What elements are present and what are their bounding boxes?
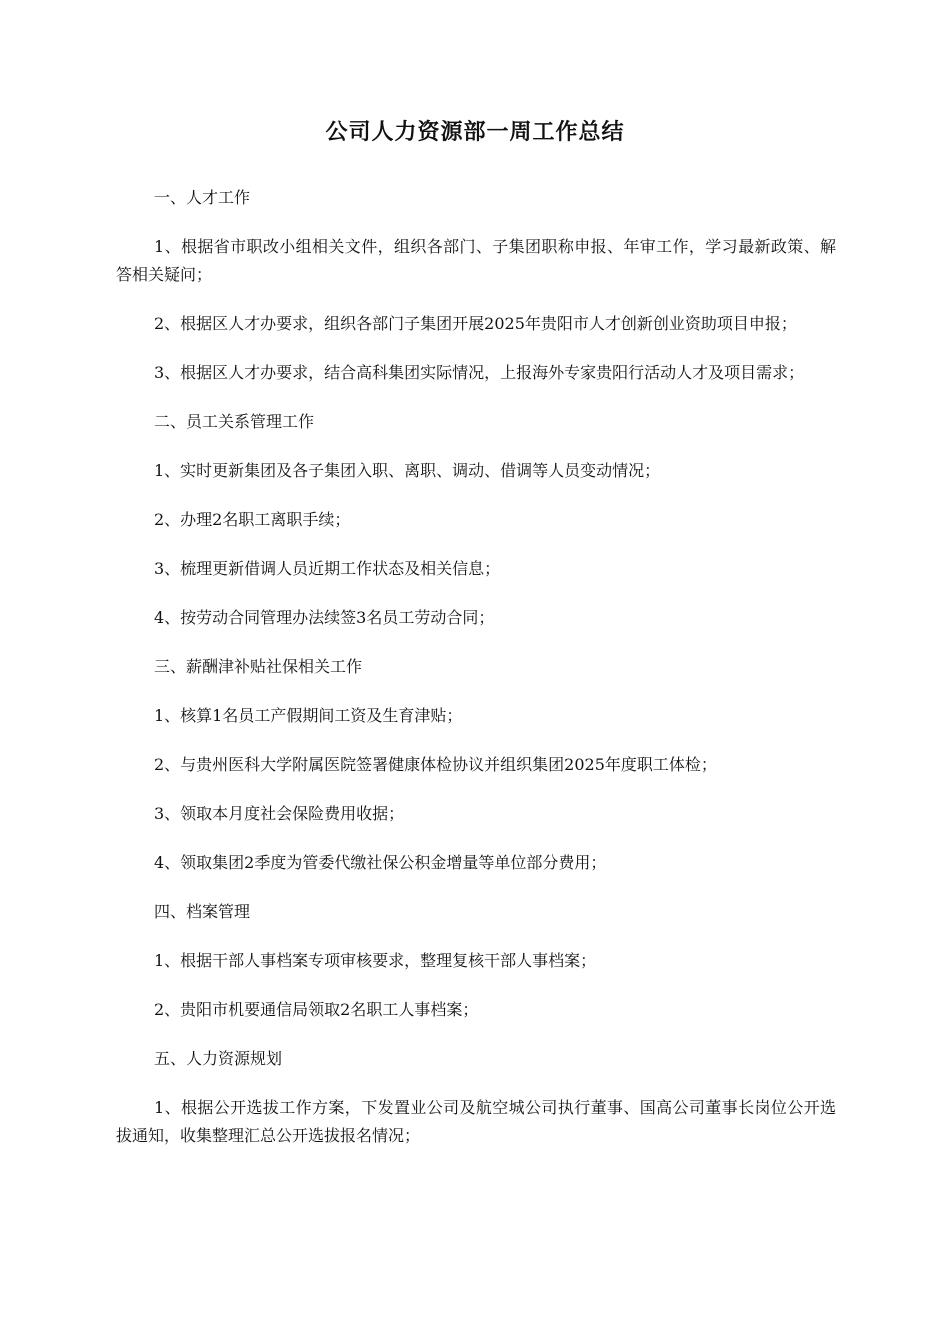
list-item: 1、根据干部人事档案专项审核要求，整理复核干部人事档案；	[154, 951, 597, 970]
list-item: 4、按劳动合同管理办法续签3名员工劳动合同；	[154, 608, 495, 627]
section-heading: 三、薪酬津补贴社保相关工作	[154, 657, 363, 676]
list-item: 1、实时更新集团及各子集团入职、离职、调动、借调等人员变动情况；	[154, 461, 661, 480]
document-body	[116, 184, 836, 1171]
section-heading: 一、人才工作	[154, 188, 251, 207]
section-heading: 二、员工关系管理工作	[154, 412, 315, 431]
list-item: 1、根据省市职改小组相关文件，组织各部门、子集团职称申报、年审工作，学习最新政策、解答相关疑问；	[116, 237, 836, 284]
list-item: 1、根据公开选拔工作方案，下发置业公司及航空城公司执行董事、国高公司董事长岗位公开选拔通知，收集整理汇总公开选拔报名情况；	[116, 1098, 836, 1145]
list-item: 3、领取本月度社会保险费用收据；	[154, 804, 405, 823]
list-item: 1、核算1名员工产假期间工资及生育津贴；	[154, 706, 463, 725]
list-item: 2、办理2名职工离职手续；	[154, 510, 351, 529]
list-item: 2、贵阳市机要通信局领取2名职工人事档案；	[154, 1000, 479, 1019]
section-heading: 五、人力资源规划	[154, 1049, 283, 1068]
list-item: 4、领取集团2季度为管委代缴社保公积金增量等单位部分费用；	[154, 853, 607, 872]
section-heading: 四、档案管理	[154, 902, 251, 921]
list-item: 3、根据区人才办要求，结合高科集团实际情况，上报海外专家贵阳行活动人才及项目需求；	[154, 363, 805, 382]
list-item: 3、梳理更新借调人员近期工作状态及相关信息；	[154, 559, 501, 578]
document-title: 公司人力资源部一周工作总结	[325, 119, 625, 145]
list-item: 2、与贵州医科大学附属医院签署健康体检协议并组织集团2025年度职工体检；	[154, 755, 717, 774]
list-item: 2、根据区人才办要求，组织各部门子集团开展2025年贵阳市人才创新创业资助项目申报；	[154, 314, 797, 333]
